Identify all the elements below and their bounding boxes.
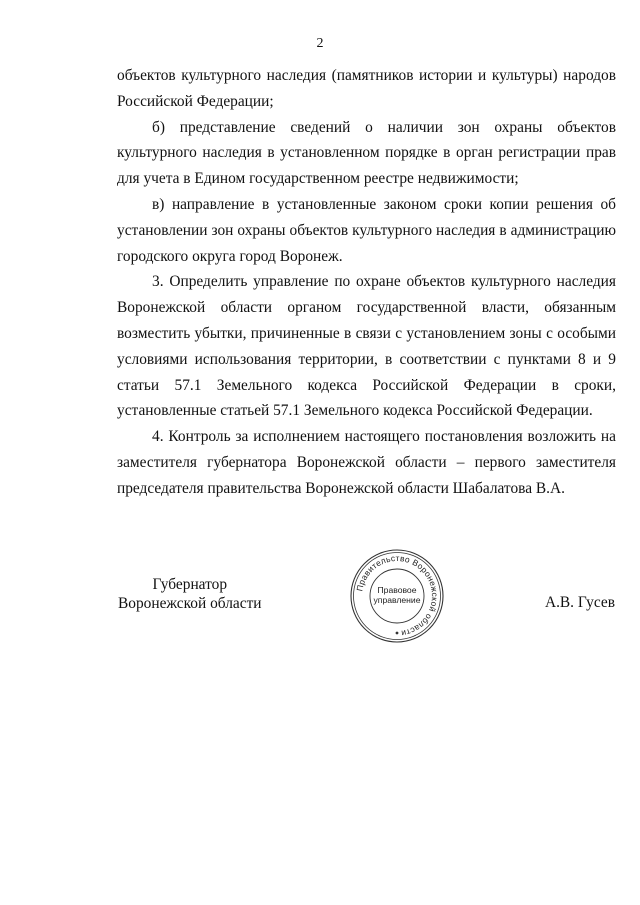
paragraph-item-v: в) направление в установленные законом сроки копии решения об установлении зон охраны объектов культурного наследия в администрацию городского округа город Воронеж. xyxy=(117,195,616,265)
stamp-ring-text: Правительство Воронежской области xyxy=(354,552,441,639)
signatory-position xyxy=(118,575,262,613)
stamp-center-line1: Правовое xyxy=(377,585,417,595)
signatory-region: Воронежской области xyxy=(118,595,262,612)
signatory-name: А.В. Гусев xyxy=(544,594,615,611)
paragraph-clause-4: 4. Контроль за исполнением настоящего постановления возложить на заместителя губернатора Воронежской области – первого заместителя председателя правительства Воронежской области Шабалатова В.А. xyxy=(117,428,616,497)
signatory-title: Губернатор xyxy=(152,576,228,593)
paragraph-item-b: б) представление сведений о наличии зон охраны объектов культурного наследия в установленном порядке в орган регистрации прав для учета в Едином государственном реестре недвижимости; xyxy=(117,118,616,188)
page-number: 2 xyxy=(316,36,324,51)
paragraph-clause-3: 3. Определить управление по охране объектов культурного наследия Воронежской области органом государственной власти, обязанным возместить убытки, причиненные в связи с установлением зоны с особыми условиями использования территории, в соответствии с пунктами 8 и 9 статьи 57.1 Земельного кодекса Российской Федерации в сроки, установленные статьей 57.1 Земельного кодекса Российской Федерации. xyxy=(117,273,616,420)
stamp-center-line2: управление xyxy=(373,595,421,605)
official-stamp xyxy=(349,548,445,644)
stamp-center-text xyxy=(369,585,425,605)
document-body xyxy=(117,63,616,502)
paragraph-continuation: объектов культурного наследия (памятников истории и культуры) народов Российской Федерации; xyxy=(117,67,616,110)
